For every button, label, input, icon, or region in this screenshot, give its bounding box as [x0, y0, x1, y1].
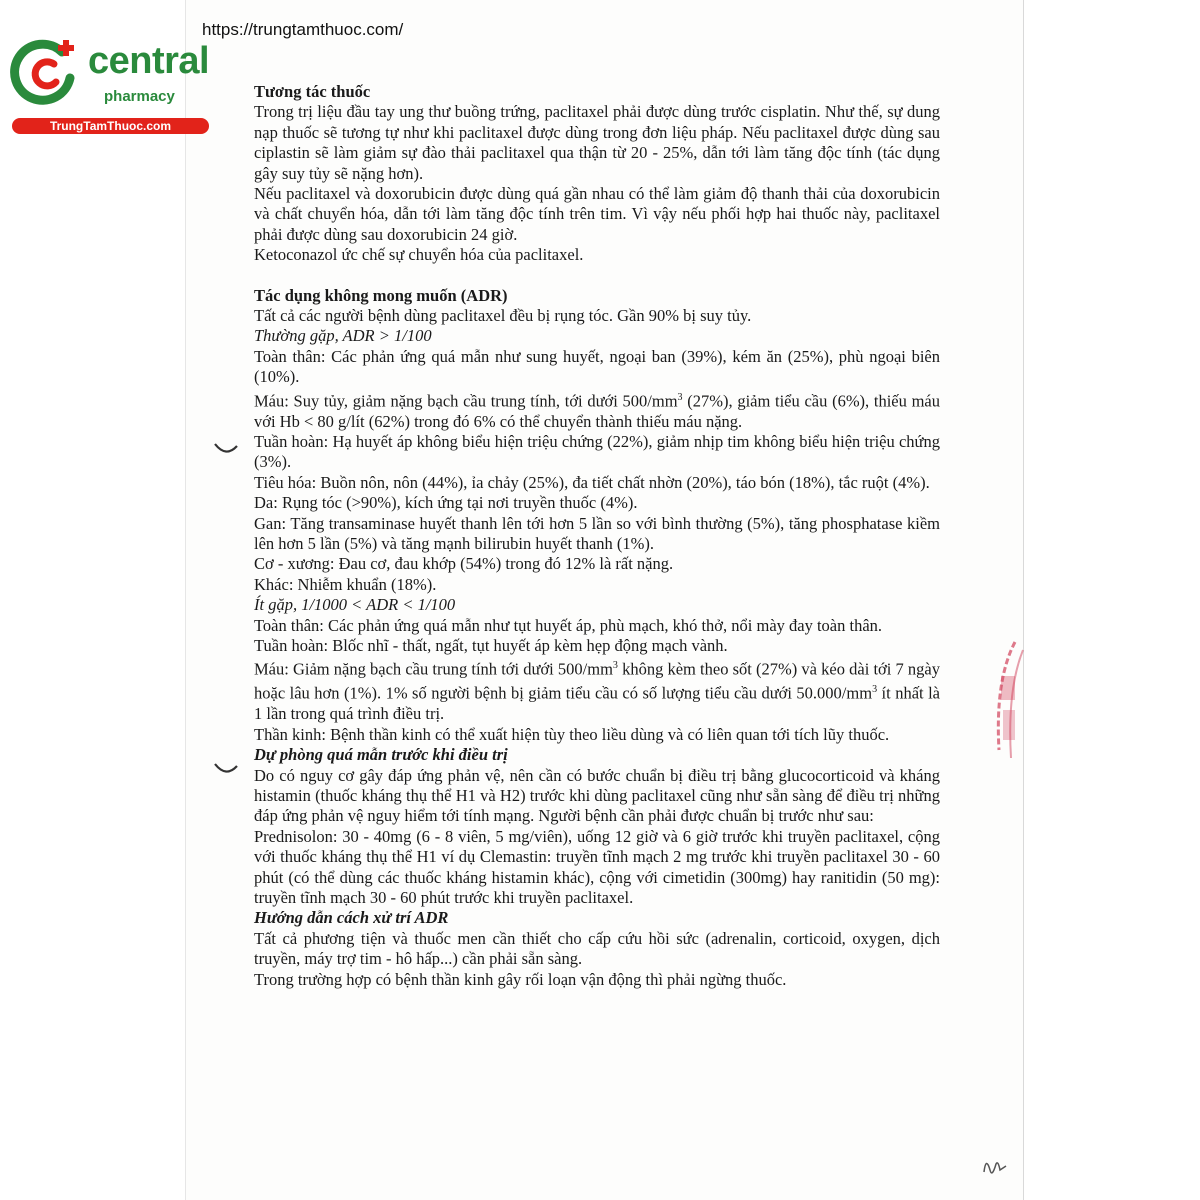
- list-item: Máu: Giảm nặng bạch cầu trung tính tới dưới $500/mm^3$ không kèm theo sốt (27%) và kéo dài tới 7 ngày hoặc lâu hơn (1%). 1% số người bệnh bị giảm tiểu cầu có số lượng tiểu cầu dưới $50.000/mm^3$ ít nhất là 1 lần trong quá trình điều trị.: [254, 659, 940, 724]
- paragraph: Tất cả phương tiện và thuốc men cần thiết cho cấp cứu hồi sức (adrenalin, corticoid, oxygen, dịch truyền, máy trợ tim - hô hấp...) cần phải sẵn sàng.: [254, 928, 940, 969]
- list-item: Máu: Suy tủy, giảm nặng bạch cầu trung tính, tới dưới $500/mm^3$ (27%), giảm tiểu cầu (6%), thiếu máu với Hb < 80 g/lít (62%) trong đó 6% có thể chuyển thành thiếu máu nặng.: [254, 391, 940, 431]
- logo-subtitle: pharmacy: [104, 88, 175, 105]
- paragraph: Trong trường hợp có bệnh thần kinh gây rối loạn vận động thì phải ngừng thuốc.: [254, 969, 787, 989]
- punch-hole-icon: [212, 760, 240, 778]
- list-item: Gan: Tăng transaminase huyết thanh lên tới hơn 5 lần so với bình thường (5%), tăng phosphatase kiềm lên hơn 5 lần (5%) và tăng mạnh bilirubin huyết thanh (1%).: [254, 513, 940, 554]
- red-stamp-fragment: [985, 640, 1025, 760]
- punch-hole-icon: [212, 440, 240, 458]
- source-url[interactable]: https://trungtamthuoc.com/: [202, 20, 404, 39]
- list-item: Thần kinh: Bệnh thần kinh có thể xuất hiện tùy theo liều dùng và có liên quan tới tích lũy thuốc.: [254, 724, 890, 744]
- list-item: Tuần hoàn: Hạ huyết áp không biểu hiện triệu chứng (22%), giảm nhịp tim không biểu hiện triệu chứng (3%).: [254, 432, 940, 472]
- section-heading: Tương tác thuốc: [254, 82, 371, 101]
- logo-wordmark: central: [88, 40, 210, 82]
- list-item: Toàn thân: Các phản ứng quá mẫn như sung huyết, ngoại ban (39%), kém ăn (25%), phù ngoại biên (10%).: [254, 346, 940, 387]
- list-item: Toàn thân: Các phản ứng quá mẫn như tụt huyết áp, phù mạch, khó thở, nổi mày đay toàn thân.: [254, 615, 883, 635]
- pharmacy-cross-icon: [10, 38, 80, 108]
- section-heading: Dự phòng quá mẫn trước khi điều trị: [254, 745, 508, 765]
- logo-banner: TrungTamThuoc.com: [12, 118, 209, 134]
- list-item: Cơ - xương: Đau cơ, đau khớp (54%) trong đó 12% là rất nặng.: [254, 554, 674, 574]
- central-pharmacy-logo: [10, 38, 215, 138]
- list-item: Tuần hoàn: Blốc nhĩ - thất, ngất, tụt huyết áp kèm hẹp động mạch vành.: [254, 636, 728, 656]
- list-item: Da: Rụng tóc (>90%), kích ứng tại nơi truyền thuốc (4%).: [254, 493, 638, 513]
- document-body: [254, 82, 940, 990]
- subheading: Thường gặp, ADR > 1/100: [254, 326, 432, 346]
- list-item: Tiêu hóa: Buồn nôn, nôn (44%), ỉa chảy (25%), đa tiết chất nhờn (20%), táo bón (18%), tắc ruột (4%).: [254, 472, 930, 492]
- paragraph: Tất cả các người bệnh dùng paclitaxel đều bị rụng tóc. Gần 90% bị suy tủy.: [254, 306, 752, 326]
- paragraph: Nếu paclitaxel và doxorubicin được dùng quá gần nhau có thể làm giảm độ thanh thải của doxorubicin và chất chuyển hóa, dẫn tới làm tăng độc tính trên tim. Vì vậy nếu phối hợp hai thuốc này, paclitaxel phải được dùng sau doxorubicin 24 giờ.: [254, 184, 940, 244]
- section-heading: Tác dụng không mong muốn (ADR): [254, 285, 508, 305]
- paragraph: Ketoconazol ức chế sự chuyển hóa của paclitaxel.: [254, 245, 584, 265]
- paragraph: Trong trị liệu đầu tay ung thư buồng trứng, paclitaxel phải được dùng trước cisplatin. Như thế, sự dung nạp thuốc sẽ tương tự như khi paclitaxel được dùng trong đơn liệu pháp. Nếu paclitaxel được dùng sau ciplastin sẽ làm giảm sự đào thải paclitaxel qua thận từ 20 - 25%, dẫn tới làm tăng độc tính (tác dụng gây suy tủy sẽ nặng hơn).: [254, 102, 940, 183]
- paragraph: Do có nguy cơ gây đáp ứng phản vệ, nên cần có bước chuẩn bị điều trị bằng glucocorticoid và kháng histamin (thuốc kháng thụ thể H1 và H2) trước khi dùng paclitaxel cũng như sẵn sàng để điều trị những đáp ứng phản vệ nguy hiểm tới tính mạng. Người bệnh cần phải được chuẩn bị trước như sau:: [254, 765, 940, 826]
- list-item: Khác: Nhiễm khuẩn (18%).: [254, 574, 437, 594]
- signature-mark: [980, 1150, 1010, 1180]
- section-heading: Hướng dẫn cách xử trí ADR: [254, 908, 449, 928]
- paragraph: Prednisolon: 30 - 40mg (6 - 8 viên, 5 mg/viên), uống 12 giờ và 6 giờ trước khi truyền paclitaxel, cộng với thuốc kháng thụ thể H1 ví dụ Clemastin: truyền tĩnh mạch 2 mg trước khi truyền paclitaxel 30 - 60 phút (có thể dùng các thuốc kháng histamin khác), cộng với cimetidin (300mg) hay ranitidin (50 mg): truyền tĩnh mạch 30 - 60 phút trước khi truyền paclitaxel.: [254, 826, 940, 907]
- subheading: Ít gặp, 1/1000 < ADR < 1/100: [254, 595, 456, 615]
